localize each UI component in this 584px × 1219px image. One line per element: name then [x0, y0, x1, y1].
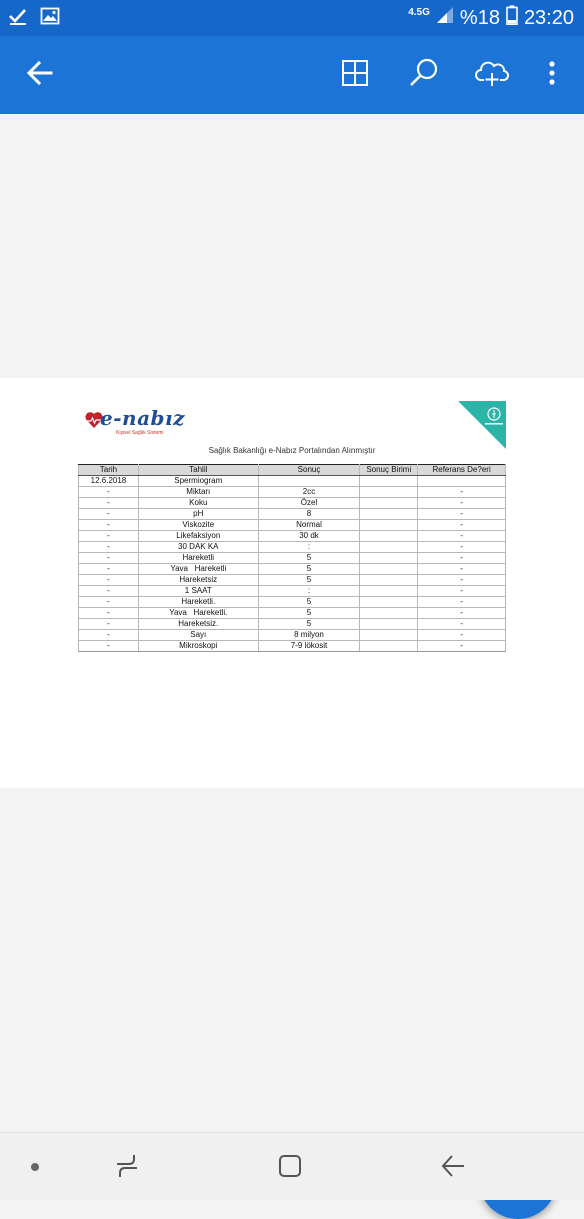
- page-view-button[interactable]: [335, 55, 375, 95]
- dot-icon: [30, 1159, 40, 1177]
- table-cell: -: [418, 542, 506, 553]
- table-row: [79, 564, 506, 575]
- more-options-button[interactable]: [532, 55, 572, 95]
- table-cell: Hareketsiz: [138, 575, 258, 586]
- table-cell: 12.6.2018: [79, 476, 139, 487]
- grid-icon: [341, 59, 369, 92]
- table-row: [79, 597, 506, 608]
- clock: 23:20: [523, 6, 574, 29]
- table-cell: -: [79, 553, 139, 564]
- app-bar: [0, 36, 584, 114]
- table-cell: Viskozite: [138, 520, 258, 531]
- table-cell: -: [418, 509, 506, 520]
- table-cell: Yava Hareketli.: [138, 608, 258, 619]
- table-cell: 5: [258, 608, 360, 619]
- table-cell: 5: [258, 564, 360, 575]
- search-icon: [408, 57, 440, 94]
- table-row: [79, 575, 506, 586]
- table-cell: [360, 564, 418, 575]
- table-row: [79, 487, 506, 498]
- column-header-reference: Referans De?eri: [418, 465, 506, 476]
- signal-icon: [436, 6, 454, 30]
- table-cell: -: [79, 509, 139, 520]
- table-cell: -: [79, 487, 139, 498]
- table-row: [79, 531, 506, 542]
- table-cell: -: [79, 542, 139, 553]
- table-cell: 30 DAK KA: [138, 542, 258, 553]
- table-cell: -: [418, 553, 506, 564]
- nav-dot-button[interactable]: [20, 1153, 50, 1183]
- table-row: [79, 553, 506, 564]
- back-button[interactable]: [20, 55, 60, 95]
- table-cell: [360, 641, 418, 652]
- table-cell: -: [418, 531, 506, 542]
- table-header-row: [79, 465, 506, 476]
- table-cell: 1 SAAT: [138, 586, 258, 597]
- table-cell: -: [418, 487, 506, 498]
- table-cell: Normal: [258, 520, 360, 531]
- table-cell: -: [418, 597, 506, 608]
- table-row: [79, 520, 506, 531]
- table-cell: [360, 553, 418, 564]
- save-to-cloud-button[interactable]: [472, 55, 512, 95]
- table-cell: 5: [258, 619, 360, 630]
- table-cell: -: [418, 641, 506, 652]
- ministry-emblem: [458, 401, 506, 449]
- table-cell: -: [418, 564, 506, 575]
- table-cell: 5: [258, 575, 360, 586]
- table-cell: [360, 520, 418, 531]
- table-cell: [360, 608, 418, 619]
- table-cell: Likefaksiyon: [138, 531, 258, 542]
- table-row: [79, 608, 506, 619]
- table-cell: -: [79, 520, 139, 531]
- results-table: [78, 464, 506, 652]
- table-cell: -: [79, 597, 139, 608]
- table-cell: [360, 630, 418, 641]
- document-title: Sağlık Bakanlığı e-Nabız Portalından Alınmıştır: [208, 446, 376, 455]
- recent-apps-icon: [114, 1153, 140, 1184]
- table-cell: [360, 487, 418, 498]
- table-cell: [360, 476, 418, 487]
- table-cell: Miktarı: [138, 487, 258, 498]
- table-cell: 5: [258, 597, 360, 608]
- column-header-date: Tarih: [79, 465, 139, 476]
- table-cell: -: [79, 619, 139, 630]
- table-cell: Spermiogram: [138, 476, 258, 487]
- table-cell: -: [418, 498, 506, 509]
- table-cell: 5: [258, 553, 360, 564]
- table-cell: -: [418, 575, 506, 586]
- table-cell: -: [418, 586, 506, 597]
- table-cell: Sayı: [138, 630, 258, 641]
- more-vert-icon: [548, 60, 556, 91]
- table-cell: [360, 509, 418, 520]
- check-notification-icon: [8, 6, 28, 31]
- table-cell: :: [258, 542, 360, 553]
- table-cell: 30 dk: [258, 531, 360, 542]
- table-cell: [360, 586, 418, 597]
- table-cell: -: [79, 564, 139, 575]
- table-cell: Özel: [258, 498, 360, 509]
- table-cell: Koku: [138, 498, 258, 509]
- back-arrow-icon: [26, 59, 54, 92]
- table-cell: -: [79, 630, 139, 641]
- table-cell: Hareketli: [138, 553, 258, 564]
- network-type: 4.5G: [408, 6, 430, 18]
- battery-percent: %18: [459, 6, 500, 29]
- battery-icon: [506, 5, 518, 31]
- column-header-unit: Sonuç Birimi: [360, 465, 418, 476]
- recent-apps-button[interactable]: [112, 1153, 142, 1183]
- table-cell: 8 milyon: [258, 630, 360, 641]
- back-nav-icon: [440, 1153, 466, 1184]
- table-row: [79, 641, 506, 652]
- table-cell: -: [418, 520, 506, 531]
- document-viewer[interactable]: [0, 114, 584, 1132]
- table-cell: -: [79, 608, 139, 619]
- table-row: [79, 476, 506, 487]
- search-button[interactable]: [404, 55, 444, 95]
- table-cell: Hareketsiz.: [138, 619, 258, 630]
- table-row: [79, 619, 506, 630]
- enabiz-logo: [84, 406, 204, 440]
- table-cell: -: [79, 641, 139, 652]
- table-cell: [258, 476, 360, 487]
- table-cell: 7-9 lökosit: [258, 641, 360, 652]
- image-notification-icon: [40, 6, 60, 31]
- table-row: [79, 542, 506, 553]
- system-nav-bar: [0, 1132, 584, 1200]
- table-cell: 2cc: [258, 487, 360, 498]
- table-cell: Yava Hareketli: [138, 564, 258, 575]
- table-cell: [360, 498, 418, 509]
- logo-subtitle: Kişisel Sağlık Sistemi: [116, 430, 164, 436]
- table-row: [79, 498, 506, 509]
- home-icon: [277, 1153, 303, 1184]
- table-cell: [360, 619, 418, 630]
- table-cell: -: [79, 586, 139, 597]
- table-row: [79, 509, 506, 520]
- document-page[interactable]: [0, 378, 584, 788]
- table-cell: -: [418, 619, 506, 630]
- table-cell: pH: [138, 509, 258, 520]
- status-bar: [0, 0, 584, 36]
- table-cell: [360, 575, 418, 586]
- table-row: [79, 586, 506, 597]
- table-cell: [360, 542, 418, 553]
- table-cell: [360, 597, 418, 608]
- logo-text: e-nabız: [100, 406, 185, 430]
- table-cell: -: [418, 608, 506, 619]
- table-cell: -: [418, 630, 506, 641]
- table-cell: Mikroskopi: [138, 641, 258, 652]
- column-header-result: Sonuç: [258, 465, 360, 476]
- table-cell: :: [258, 586, 360, 597]
- table-cell: -: [79, 531, 139, 542]
- home-button[interactable]: [275, 1153, 305, 1183]
- table-cell: [360, 531, 418, 542]
- table-cell: [418, 476, 506, 487]
- table-cell: Hareketli.: [138, 597, 258, 608]
- back-nav-button[interactable]: [438, 1153, 468, 1183]
- cloud-add-icon: [475, 58, 509, 93]
- table-cell: -: [79, 575, 139, 586]
- table-cell: -: [79, 498, 139, 509]
- table-row: [79, 630, 506, 641]
- table-cell: 8: [258, 509, 360, 520]
- column-header-test: Tahlil: [138, 465, 258, 476]
